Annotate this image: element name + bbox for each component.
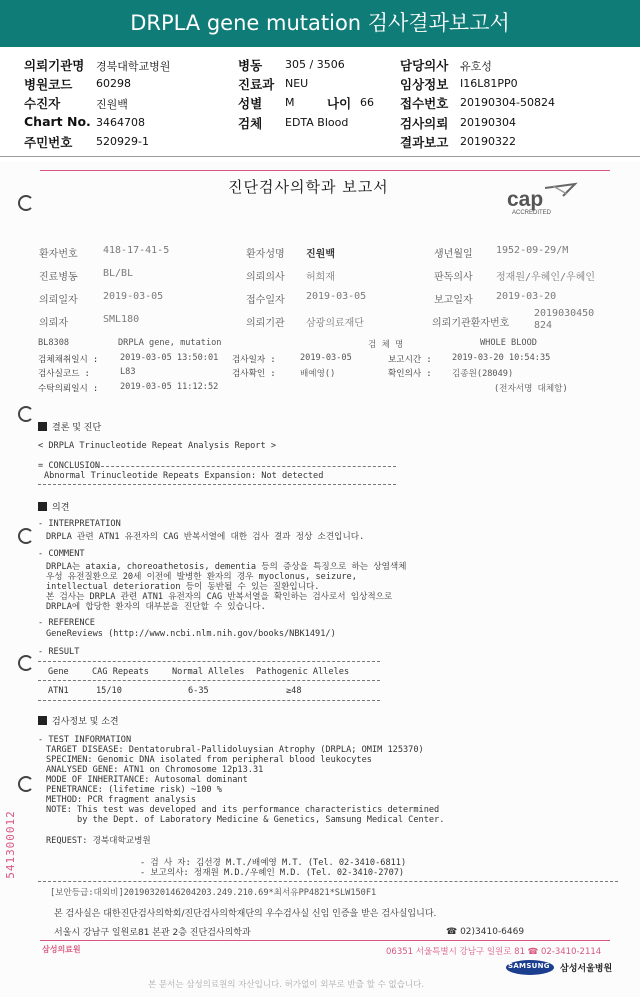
header-label: 병원코드 xyxy=(24,77,73,92)
bottom-pink-rule xyxy=(40,940,610,941)
conclusion-text: Abnormal Trinucleotide Repeats Expansion: Not detected xyxy=(44,471,324,481)
section-heading-opinion: 의견 xyxy=(38,500,69,513)
report-name: < DRPLA Trinucleotide Repeat Analysis Report > xyxy=(38,441,276,451)
security-archive-line: [보안등급:대외비]20190320146204203.249.210.69*최서유PP4821*SLW150F1 xyxy=(50,888,377,898)
info-label: 환자번호 xyxy=(39,249,78,260)
header-label: 임상정보 xyxy=(400,77,449,92)
info-value: 2019-03-05 xyxy=(306,291,367,302)
info-value: 허희재 xyxy=(306,272,335,283)
info-label: 접수일자 xyxy=(246,295,285,306)
info-value: SML180 xyxy=(103,314,140,325)
info-label: 의뢰자 xyxy=(39,318,68,329)
comment-label: - COMMENT xyxy=(38,549,85,559)
comment-line: DRPLA는 ataxia, choreoathetosis, dementia 등의 증상을 특징으로 하는 상염색체 xyxy=(46,562,407,572)
result-header: Gene xyxy=(48,667,69,677)
header-label: 성별 xyxy=(238,96,263,111)
meta-label: 검체채취일시 : xyxy=(38,355,99,365)
header-label: 의뢰기관명 xyxy=(24,58,85,73)
meta-label: 검사실코드 : xyxy=(38,369,90,379)
info-label: 보고일자 xyxy=(434,295,473,306)
hospital-name: 삼성서울병원 xyxy=(560,964,613,974)
header-label: 주민번호 xyxy=(24,135,73,150)
comment-line: DRPLA에 합당한 환자의 대부분을 진단할 수 있습니다. xyxy=(46,602,266,612)
punch-hole-mark xyxy=(18,406,34,422)
meta-value: 2019-03-05 13:50:01 xyxy=(120,353,219,363)
punch-hole-mark xyxy=(18,528,34,544)
meta-value: 김종원(28049) xyxy=(452,369,514,379)
header-label: 검체 xyxy=(238,116,263,131)
comment-line: 본 검사는 DRPLA 관련 ATN1 유전자의 CAG 반복서열을 확인하는 검사로서 임상적으로 xyxy=(46,592,393,602)
hospital-postal-address: 06351 서울특별시 강남구 일원로 81 ☎ 02-3410-2114 xyxy=(386,947,602,957)
header-label: 수진자 xyxy=(24,96,61,111)
top-pink-rule xyxy=(40,170,610,171)
test-info-line: PENETRANCE: (lifetime risk) ~100 % xyxy=(46,785,222,795)
reference-text: GeneReviews (http://www.ncbi.nlm.nih.gov/books/NBK1491/) xyxy=(46,629,336,639)
samsung-brand-text: SAMSUNG xyxy=(508,962,550,970)
info-label: 판독의사 xyxy=(434,272,473,283)
header-label: 결과보고 xyxy=(400,135,449,150)
section-bullet-icon xyxy=(38,716,47,725)
hospital-small-logo: 삼성의료원 xyxy=(42,945,81,954)
header-label: 접수번호 xyxy=(400,96,449,111)
section-bullet-icon xyxy=(38,422,47,431)
header-value: 진원백 xyxy=(96,98,128,111)
request-line: REQUEST: 경북대학교병원 xyxy=(46,836,151,846)
cap-logo-sub: ACCREDITED xyxy=(512,210,552,216)
accreditation-text: 본 검사실은 대한진단검사의학회/진단검사의학재단의 우수검사실 신임 인증을 받은 검사실입니다. xyxy=(54,909,437,919)
rule-line xyxy=(38,680,380,681)
info-value: 2019-03-05 xyxy=(103,291,164,302)
header-label: 병동 xyxy=(238,58,263,73)
conclusion-label: = CONCLUSION xyxy=(38,461,101,471)
test-info-line: METHOD: PCR fragment analysis xyxy=(46,795,197,805)
section-bullet-icon xyxy=(38,502,47,511)
meta-label: 검사확인 : xyxy=(232,369,276,379)
test-name: DRPLA gene, mutation xyxy=(118,338,222,348)
header-value: 유호성 xyxy=(460,60,492,73)
meta-value: 배예영() xyxy=(300,369,336,379)
signer-line: - 보고의사: 정재원 M.D./우혜인 M.D. (Tel. 02-3410-2707) xyxy=(140,868,405,878)
header-label: 담당의사 xyxy=(400,58,449,73)
header-value-age: 66 xyxy=(360,96,374,109)
info-label: 의뢰일자 xyxy=(39,295,78,306)
header-label: 진료과 xyxy=(238,77,275,92)
interpretation-text: DRPLA 관련 ATN1 유전자의 CAG 반복서열에 대한 검사 결과 정상 소견입니다. xyxy=(46,532,365,542)
rule-line xyxy=(96,466,396,467)
header-value: 경북대학교병원 xyxy=(96,60,171,73)
header-value: 20190304 xyxy=(460,116,516,129)
e-signature-note: (전자서명 대체함) xyxy=(494,384,568,394)
info-value: 진원백 xyxy=(306,249,335,260)
punch-hole-mark xyxy=(18,195,34,211)
info-value: 1952-09-29/M xyxy=(496,245,569,256)
info-value: 삼광의료재단 xyxy=(306,318,364,329)
header-value: 520929-1 xyxy=(96,135,149,148)
result-label: - RESULT xyxy=(38,647,80,657)
meta-label: 검사일자 : xyxy=(232,355,276,365)
header-value: 60298 xyxy=(96,77,131,90)
header-divider xyxy=(0,156,640,157)
rule-line xyxy=(38,700,380,701)
result-cell: 15/10 xyxy=(96,686,122,696)
result-header: Normal Alleles xyxy=(172,667,245,677)
result-header: CAG Repeats xyxy=(92,667,149,677)
info-label: 생년월일 xyxy=(434,249,473,260)
barcode-stamp-number: 541300012 xyxy=(3,810,17,879)
lab-address: 서울시 강남구 일원로81 본관 2층 진단검사의학과 xyxy=(54,928,251,938)
info-value: 2019-03-20 xyxy=(496,291,557,302)
header-value: M xyxy=(285,96,295,109)
header-value: 305 / 3506 xyxy=(285,58,345,71)
info-value: 정재원/우혜인/우혜인 xyxy=(496,272,595,283)
info-label: 환자성명 xyxy=(246,249,285,260)
test-info-label: - TEST INFORMATION xyxy=(38,735,132,745)
result-cell: ATN1 xyxy=(48,686,69,696)
meta-label: 수탁의뢰일시 : xyxy=(38,384,99,394)
specimen-value: WHOLE BLOOD xyxy=(480,338,537,348)
result-header: Pathogenic Alleles xyxy=(256,667,350,677)
comment-line: 우성 유전질환으로 20세 이전에 발병한 환자의 경우 myoclonus, seizure, xyxy=(46,572,357,582)
info-label: 의뢰기관환자번호 xyxy=(432,318,510,329)
specimen-label: 검 체 명 xyxy=(368,340,404,350)
info-label: 의뢰기관 xyxy=(246,318,285,329)
section-heading-test-info: 검사정보 및 소견 xyxy=(38,714,119,727)
rule-line xyxy=(38,881,618,882)
disclaimer-text: 본 문서는 삼성의료원의 자산입니다. 허가없이 외부로 반출 할 수 없습니다. xyxy=(148,980,425,990)
test-code: BL8308 xyxy=(38,338,70,348)
reference-label: - REFERENCE xyxy=(38,618,95,628)
test-info-line: by the Dept. of Laboratory Medicine & Genetics, Samsung Medical Center. xyxy=(46,815,445,825)
header-label-age: 나이 xyxy=(327,96,352,111)
header-value: 3464708 xyxy=(96,116,145,129)
cap-logo-text: cap xyxy=(507,188,544,211)
test-info-line: MODE OF INHERITANCE: Autosomal dominant xyxy=(46,775,248,785)
info-value: 2019030450824 xyxy=(534,308,595,331)
info-label: 진료병동 xyxy=(39,272,78,283)
header-label: Chart No. xyxy=(24,114,91,129)
test-info-line: ANALYSED GENE: ATN1 on Chromosome 12p13.31 xyxy=(46,765,264,775)
test-info-line: TARGET DISEASE: Dentatorubral-Pallidoluysian Atrophy (DRPLA; OMIM 125370) xyxy=(46,745,424,755)
result-cell: ≥48 xyxy=(286,686,302,696)
header-label: 검사의뢰 xyxy=(400,116,449,131)
info-value: BL/BL xyxy=(103,268,134,279)
header-value: EDTA Blood xyxy=(285,116,349,129)
meta-value: 2019-03-05 11:12:52 xyxy=(120,382,219,392)
signer-line: - 검 사 자: 김선경 M.T./배예영 M.T. (Tel. 02-3410-6811) xyxy=(140,858,407,868)
section-heading-conclusion: 결론 및 진단 xyxy=(38,420,101,433)
rule-line xyxy=(38,661,380,662)
header-value: 20190304-50824 xyxy=(460,96,555,109)
meta-label: 보고시간 : xyxy=(388,355,432,365)
meta-value: L83 xyxy=(120,367,136,377)
lab-phone: ☎ 02)3410-6469 xyxy=(446,927,525,937)
info-value: 418-17-41-5 xyxy=(103,245,170,256)
interpretation-label: - INTERPRETATION xyxy=(38,519,121,529)
report-title: 진단검사의학과 보고서 xyxy=(228,178,389,196)
test-info-line: SPECIMEN: Genomic DNA isolated from peripheral blood leukocytes xyxy=(46,755,372,765)
header-value: I16L81PP0 xyxy=(460,77,518,90)
result-cell: 6-35 xyxy=(188,686,209,696)
meta-value: 2019-03-05 xyxy=(300,353,352,363)
report-main-title: DRPLA gene mutation 검사결과보고서 xyxy=(130,11,510,35)
meta-label: 확인의사 : xyxy=(388,369,432,379)
rule-line xyxy=(38,484,396,485)
punch-hole-mark xyxy=(18,655,34,671)
info-label: 의뢰의사 xyxy=(246,272,285,283)
header-value: 20190322 xyxy=(460,135,516,148)
meta-value: 2019-03-20 10:54:35 xyxy=(452,353,551,363)
test-info-line: NOTE: This test was developed and its performance characteristics determined xyxy=(46,805,440,815)
punch-hole-mark xyxy=(18,776,34,792)
comment-line: intellectual deterioration 등이 동반될 수 있는 질환입니다. xyxy=(46,582,320,592)
header-value: NEU xyxy=(285,77,309,90)
